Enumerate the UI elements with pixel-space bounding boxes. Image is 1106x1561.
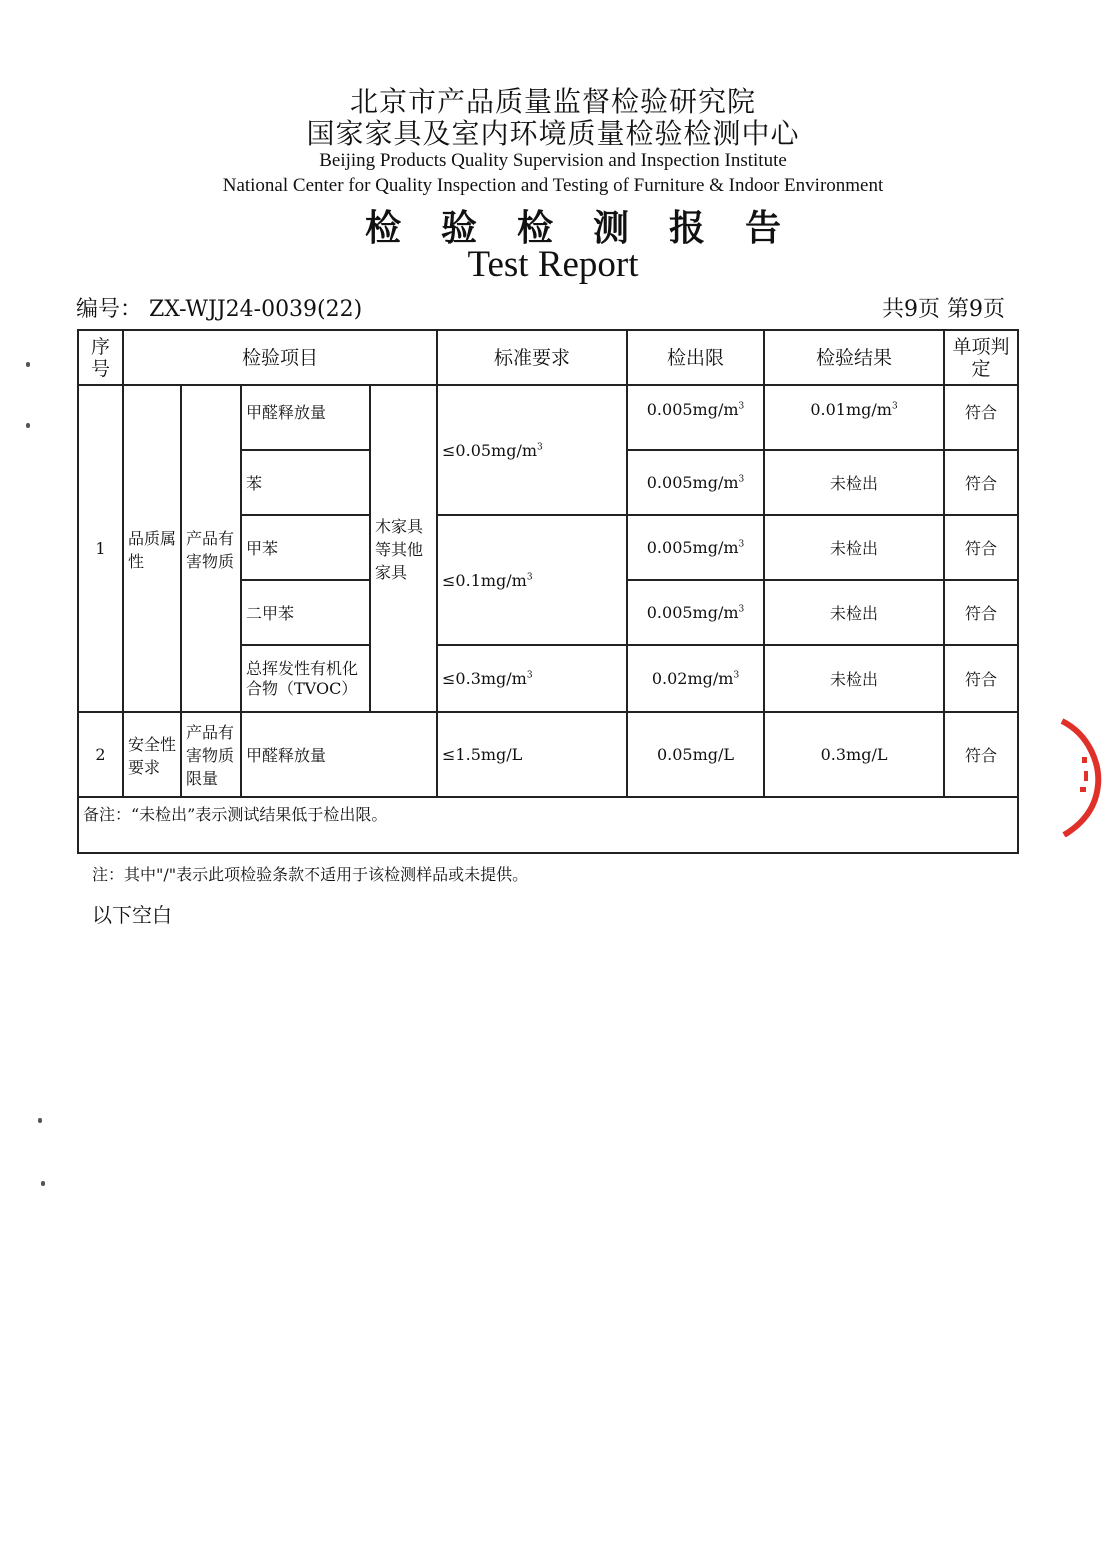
table-row [78, 712, 1018, 797]
result-cell: $0.01mg/m^3$ [764, 385, 944, 450]
page-info: 共9页 第9页 [882, 297, 1005, 322]
item-cell: 甲苯 [241, 515, 370, 580]
center-name-cn: 国家家具及室内环境质量检验检测中心 [306, 117, 800, 150]
item-cell: 甲醛释放量 [241, 712, 437, 797]
limit-cell: $0.005mg/m^3$ [627, 515, 764, 580]
item-cell: 苯 [241, 450, 370, 515]
result-cell: 未检出 [764, 450, 944, 515]
seq-cell: 2 [78, 712, 123, 797]
report-number: 编号： ZX-WJJ24-0039(22) [76, 297, 363, 322]
header-row [78, 330, 1018, 385]
scan-speck-icon [26, 423, 30, 428]
report-title-en: Test Report [467, 244, 639, 285]
test-results-table [77, 329, 1019, 854]
org-name-en: Beijing Products Quality Supervision and Inspection Institute [319, 150, 787, 171]
category-cell: 安全性要求 [123, 712, 181, 797]
footer-note: 注：其中"/"表示此项检验条款不适用于该检测样品或未提供。 [92, 865, 529, 884]
header-seq: 序号 [78, 330, 123, 385]
result-cell: 未检出 [764, 580, 944, 645]
header-standard: 标准要求 [437, 330, 627, 385]
limit-cell: $0.005mg/m^3$ [627, 450, 764, 515]
end-marker: 以下空白 [92, 903, 172, 927]
org-name-cn: 北京市产品质量监督检验研究院 [349, 85, 756, 118]
judgement-cell: 符合 [944, 645, 1018, 712]
seq-cell: 1 [78, 385, 123, 712]
red-seal-icon [1060, 715, 1106, 837]
judgement-cell: 符合 [944, 515, 1018, 580]
limit-cell: $0.005mg/m^3$ [627, 385, 764, 450]
limit-cell: $0.02mg/m^3$ [627, 645, 764, 712]
furniture-type-cell: 木家具等其他家具 [370, 385, 437, 712]
item-cell: 总挥发性有机化合物（TVOC） [241, 645, 370, 712]
subcategory-cell: 产品有害物质限量 [181, 712, 241, 797]
remark-row [78, 797, 1018, 853]
judgement-cell: 符合 [944, 385, 1018, 450]
header-detection-limit: 检出限 [627, 330, 764, 385]
result-cell: 未检出 [764, 515, 944, 580]
limit-cell: $0.005mg/m^3$ [627, 580, 764, 645]
header-item: 检验项目 [123, 330, 437, 385]
scan-speck-icon [41, 1181, 45, 1186]
report-title-cn: 检验检测报告 [364, 207, 821, 249]
standard-cell: $\le 0.1mg/m^3$ [437, 515, 627, 645]
judgement-cell: 符合 [944, 712, 1018, 797]
header-judgement: 单项判定 [944, 330, 1018, 385]
scan-speck-icon [38, 1118, 42, 1123]
item-cell: 二甲苯 [241, 580, 370, 645]
scan-speck-icon [26, 362, 30, 367]
judgement-cell: 符合 [944, 580, 1018, 645]
center-name-en: National Center for Quality Inspection and Testing of Furniture & Indoor Environment [222, 175, 884, 196]
subcategory-cell: 产品有害物质 [181, 385, 241, 712]
judgement-cell: 符合 [944, 450, 1018, 515]
remark-cell: 备注：“未检出”表示测试结果低于检出限。 [78, 797, 1018, 853]
standard-cell: $\le 0.3mg/m^3$ [437, 645, 627, 712]
header-result: 检验结果 [764, 330, 944, 385]
limit-cell: 0.05mg/L [627, 712, 764, 797]
standard-cell: ≤1.5mg/L [437, 712, 627, 797]
category-cell: 品质属性 [123, 385, 181, 712]
result-cell: 未检出 [764, 645, 944, 712]
result-cell: 0.3mg/L [764, 712, 944, 797]
table-row [78, 385, 1018, 450]
item-cell: 甲醛释放量 [241, 385, 370, 450]
standard-cell: $\le 0.05mg/m^3$ [437, 385, 627, 515]
